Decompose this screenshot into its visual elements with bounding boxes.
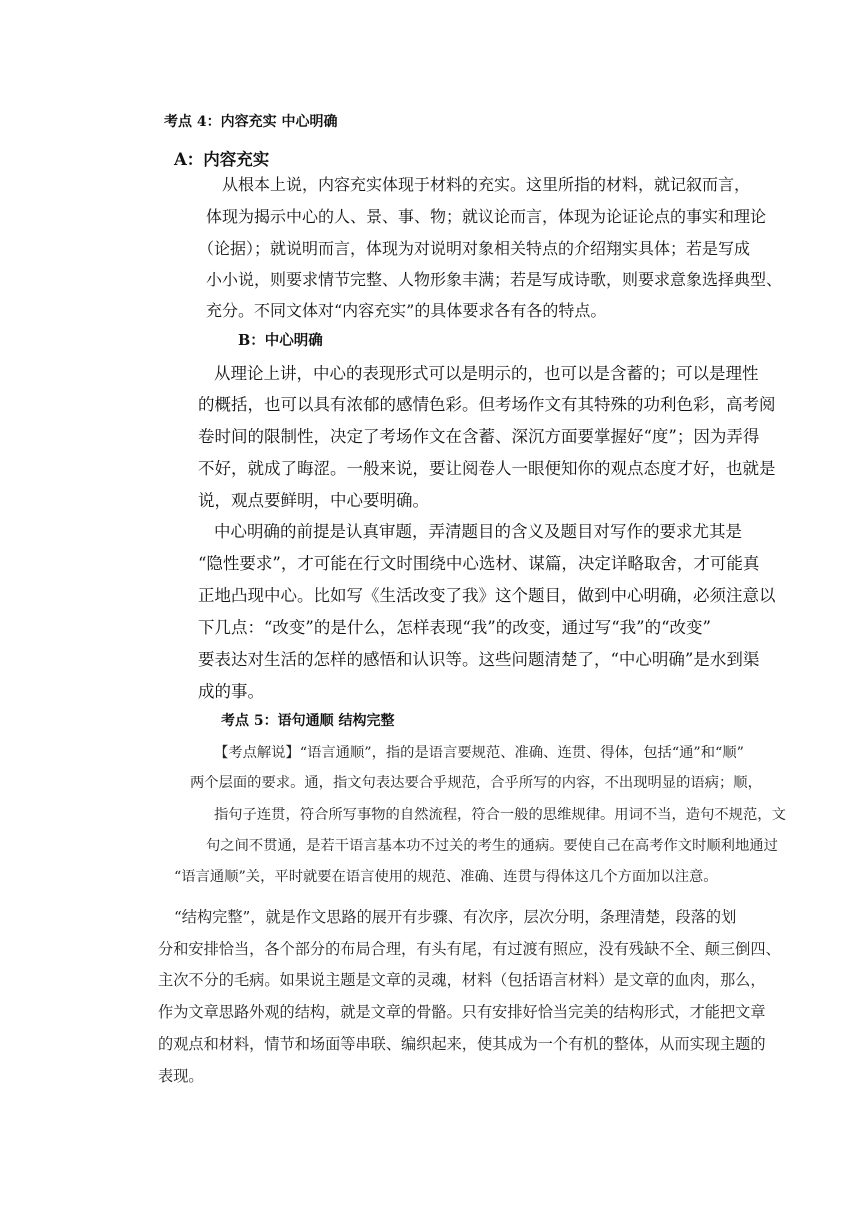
text-line: 从根本上说，内容充实体现于材料的充实。这里所指的材料，就记叙而言， (222, 175, 751, 194)
text-line: 体现为揭示中心的人、景、事、物；就议论而言，体现为论证论点的事实和理论 (206, 207, 767, 226)
text-line: 不好，就成了晦涩。一般来说，要让阅卷人一眼便知你的观点态度才好，也就是 (198, 459, 776, 478)
text-line: “结构完整”，就是作文思路的展开有步骤、有次序，层次分明，条理清楚，段落的划 (174, 908, 737, 926)
text-line: “语言通顺”关，平时就要在语言使用的规范、准确、连贯与得体这几个方面加以注意。 (174, 869, 718, 885)
text-line: 要表达对生活的怎样的感悟和认识等。这些问题清楚了，“中心明确”是水到渠 (198, 650, 760, 669)
text-line: 主次不分的毛病。如果说主题是文章的灵魂，材料（包括语言材料）是文章的血肉，那么， (158, 971, 766, 989)
text-line: 成的事。 (198, 682, 264, 701)
text-line: 作为文章思路外观的结构，就是文章的骨骼。只有安排好恰当完美的结构形式，才能把文章 (158, 1003, 766, 1021)
text-line: 表现。 (158, 1067, 204, 1085)
text-line: 说，观点要鲜明，中心要明确。 (198, 491, 429, 510)
text-line: “隐性要求”，才可能在行文时围绕中心选材、谋篇，决定详略取舍，才可能真 (198, 554, 760, 573)
text-line: 两个层面的要求。通，指文句表达要合乎规范，合乎所写的内容，不出现明显的语病；顺， (190, 775, 762, 791)
text-line: 句之间不贯通，是若干语言基本功不过关的考生的通病。要使自己在高考作文时顺利地通过 (206, 838, 778, 854)
subsection-b-heading: B：中心明确 (238, 332, 323, 349)
text-line: 【考点解说】“语言通顺”，指的是语言要规范、准确、连贯、得体，包括“通”和“顺” (214, 745, 744, 761)
text-line: 的观点和材料，情节和场面等串联、编织起来，使其成为一个有机的整体，从而实现主题的 (158, 1035, 766, 1053)
text-line: 指句子连贯，符合所写事物的自然流程，符合一般的思维规律。用词不当，造句不规范，文 (214, 807, 786, 823)
section5-heading: 考点 5：语句通顺 结构完整 (221, 713, 395, 729)
text-line: 小小说，则要求情节完整、人物形象丰满；若是写成诗歌，则要求意象选择典型、 (206, 270, 783, 289)
section4-heading: 考点 4：内容充实 中心明确 (164, 114, 338, 130)
text-line: 充分。不同文体对“内容充实”的具体要求各有各的特点。 (206, 301, 607, 320)
text-line: 从理论上讲，中心的表现形式可以是明示的，也可以是含蓄的；可以是理性 (214, 364, 759, 383)
text-line: 正地凸现中心。比如写《生活改变了我》这个题目，做到中心明确，必须注意以 (198, 586, 776, 605)
text-line: 的概括，也可以具有浓郁的感情色彩。但考场作文有其特殊的功利色彩，高考阅 (198, 395, 776, 414)
text-line: （论据）；就说明而言，体现为对说明对象相关特点的介绍翔实具体；若是写成 (198, 239, 751, 258)
text-line: 卷时间的限制性，决定了考场作文在含蓄、深沉方面要掌握好“度”；因为弄得 (198, 427, 760, 446)
text-line: 下几点：“改变”的是什么，怎样表现“我”的改变，通过写“我”的“改变” (198, 618, 711, 637)
text-line: 中心明确的前提是认真审题，弄清题目的含义及题目对写作的要求尤其是 (214, 522, 742, 541)
subsection-a-heading: A：内容充实 (174, 150, 270, 169)
text-line: 分和安排恰当，各个部分的布局合理，有头有尾，有过渡有照应，没有残缺不全、颠三倒四、 (158, 940, 781, 958)
